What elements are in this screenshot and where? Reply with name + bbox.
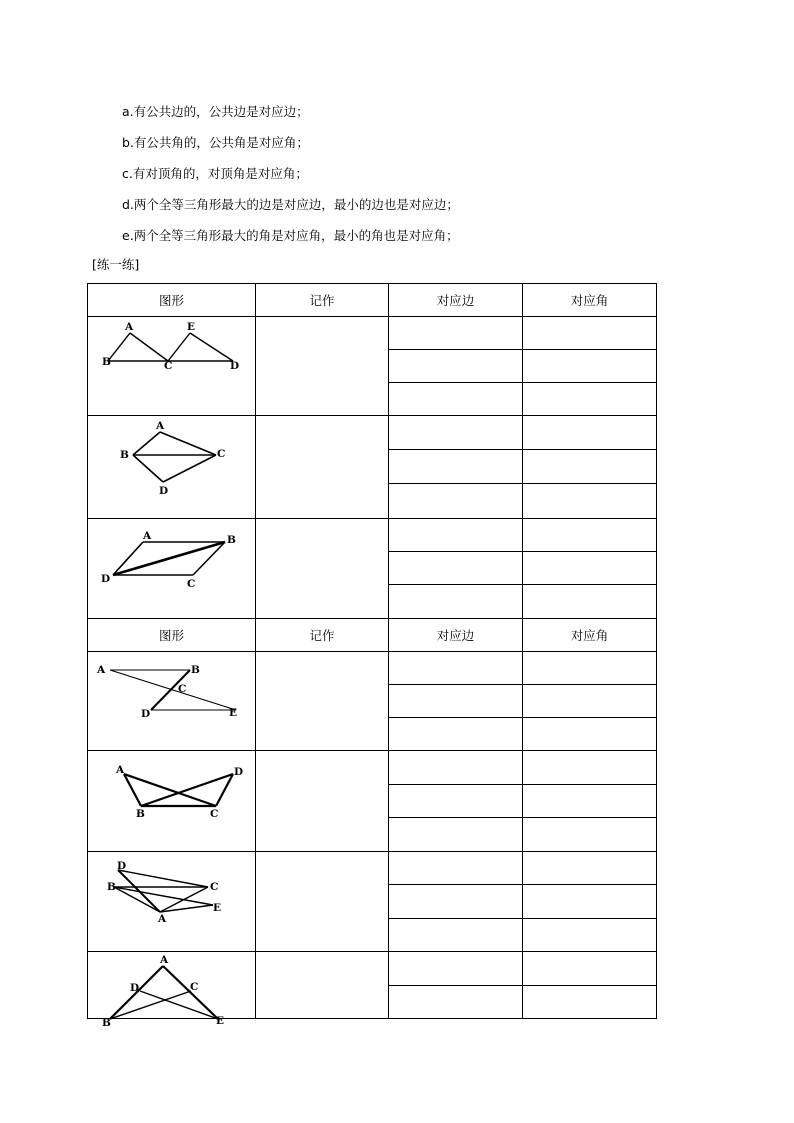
angle-cell[interactable] xyxy=(523,685,657,718)
figure-3-diagram xyxy=(88,519,256,619)
label-b: B xyxy=(191,664,200,676)
notation-cell-7[interactable] xyxy=(256,952,389,1019)
header-figure: 图形 xyxy=(88,619,256,652)
figure-cell-3 xyxy=(88,519,256,619)
side-cell[interactable] xyxy=(389,350,523,383)
side-cell[interactable] xyxy=(389,585,523,619)
angle-cell[interactable] xyxy=(523,383,657,416)
figure-cell-5 xyxy=(88,751,256,852)
angle-cell[interactable] xyxy=(523,484,657,519)
label-b: B xyxy=(227,534,236,546)
label-e: E xyxy=(187,321,196,333)
side-cell[interactable] xyxy=(389,986,523,1019)
label-d: D xyxy=(101,573,111,585)
notation-cell-4[interactable] xyxy=(256,652,389,751)
label-d: D xyxy=(141,708,151,720)
side-cell[interactable] xyxy=(389,450,523,484)
table-row xyxy=(88,652,657,685)
angle-cell[interactable] xyxy=(523,818,657,852)
label-d: D xyxy=(234,766,244,778)
label-a: A xyxy=(143,530,152,542)
label-c: C xyxy=(217,448,226,460)
side-cell[interactable] xyxy=(389,484,523,519)
table-row xyxy=(88,519,657,552)
rule-a: a.有公共边的，公共边是对应边； xyxy=(122,104,309,119)
notation-cell-6[interactable] xyxy=(256,852,389,952)
side-cell[interactable] xyxy=(389,919,523,952)
header-corresponding-sides: 对应边 xyxy=(389,619,523,652)
header-notation: 记作 xyxy=(256,619,389,652)
side-cell[interactable] xyxy=(389,952,523,986)
angle-cell[interactable] xyxy=(523,519,657,552)
label-a: A xyxy=(156,420,165,432)
table-header-row xyxy=(88,619,657,652)
angle-cell[interactable] xyxy=(523,652,657,685)
label-b: B xyxy=(136,808,145,820)
label-c: C xyxy=(210,881,219,893)
angle-cell[interactable] xyxy=(523,317,657,350)
header-corresponding-sides: 对应边 xyxy=(389,284,523,317)
notation-cell-1[interactable] xyxy=(256,317,389,416)
angle-cell[interactable] xyxy=(523,852,657,885)
table-row xyxy=(88,751,657,785)
label-e: E xyxy=(216,1015,225,1027)
side-cell[interactable] xyxy=(389,852,523,885)
angle-cell[interactable] xyxy=(523,585,657,619)
label-a: A xyxy=(158,913,167,925)
angle-cell[interactable] xyxy=(523,885,657,919)
label-b: B xyxy=(102,1017,111,1029)
practice-label: [练一练] xyxy=(92,257,140,272)
side-cell[interactable] xyxy=(389,383,523,416)
label-a: A xyxy=(125,321,134,333)
label-e: E xyxy=(213,902,222,914)
rule-e: e.两个全等三角形最大的角是对应角，最小的角也是对应角； xyxy=(122,228,459,243)
figure-cell-4 xyxy=(88,652,256,751)
label-c: C xyxy=(178,683,187,695)
angle-cell[interactable] xyxy=(523,785,657,818)
header-corresponding-angles: 对应角 xyxy=(523,284,657,317)
label-d: D xyxy=(230,360,240,372)
table-row xyxy=(88,416,657,450)
rule-d: d.两个全等三角形最大的边是对应边，最小的边也是对应边； xyxy=(122,197,459,212)
figure-cell-1 xyxy=(88,317,256,416)
angle-cell[interactable] xyxy=(523,450,657,484)
side-cell[interactable] xyxy=(389,751,523,785)
side-cell[interactable] xyxy=(389,785,523,818)
side-cell[interactable] xyxy=(389,416,523,450)
side-cell[interactable] xyxy=(389,718,523,751)
angle-cell[interactable] xyxy=(523,952,657,986)
practice-table xyxy=(87,283,657,1029)
angle-cell[interactable] xyxy=(523,919,657,952)
label-c: C xyxy=(190,981,199,993)
label-a: A xyxy=(160,954,169,966)
angle-cell[interactable] xyxy=(523,718,657,751)
side-cell[interactable] xyxy=(389,652,523,685)
figure-cell-2 xyxy=(88,416,256,519)
figure-cell-7 xyxy=(88,952,256,1029)
label-a: A xyxy=(97,664,106,676)
header-figure: 图形 xyxy=(88,284,256,317)
label-c: C xyxy=(210,808,219,820)
label-b: B xyxy=(102,356,111,368)
angle-cell[interactable] xyxy=(523,986,657,1019)
figure-cell-6 xyxy=(88,852,256,952)
angle-cell[interactable] xyxy=(523,751,657,785)
header-notation: 记作 xyxy=(256,284,389,317)
label-c: C xyxy=(164,360,173,372)
side-cell[interactable] xyxy=(389,317,523,350)
angle-cell[interactable] xyxy=(523,552,657,585)
rule-c: c.有对顶角的，对顶角是对应角； xyxy=(122,166,308,181)
label-a: A xyxy=(116,764,125,776)
table-row xyxy=(88,852,657,885)
angle-cell[interactable] xyxy=(523,416,657,450)
side-cell[interactable] xyxy=(389,885,523,919)
label-e: E xyxy=(229,707,238,719)
table-header-row xyxy=(88,284,657,317)
angle-cell[interactable] xyxy=(523,350,657,383)
side-cell[interactable] xyxy=(389,685,523,718)
rule-b: b.有公共角的，公共角是对应角； xyxy=(122,135,309,150)
label-d: D xyxy=(159,485,169,497)
figure-4-diagram xyxy=(88,652,256,751)
table-row xyxy=(88,317,657,350)
notation-cell-5[interactable] xyxy=(256,751,389,852)
figure-5-diagram xyxy=(88,751,256,852)
figure-7-diagram xyxy=(88,952,256,1034)
label-d: D xyxy=(130,982,140,994)
table-row xyxy=(88,952,657,986)
label-c: C xyxy=(187,578,196,590)
figure-1-diagram xyxy=(88,317,256,417)
side-cell[interactable] xyxy=(389,552,523,585)
label-b: B xyxy=(107,881,116,893)
label-b: B xyxy=(120,449,129,461)
side-cell[interactable] xyxy=(389,818,523,852)
notation-cell-3[interactable] xyxy=(256,519,389,619)
figure-2-diagram xyxy=(88,416,256,519)
header-corresponding-angles: 对应角 xyxy=(523,619,657,652)
notation-cell-2[interactable] xyxy=(256,416,389,519)
side-cell[interactable] xyxy=(389,519,523,552)
label-d: D xyxy=(117,860,127,872)
figure-6-diagram xyxy=(88,852,256,952)
